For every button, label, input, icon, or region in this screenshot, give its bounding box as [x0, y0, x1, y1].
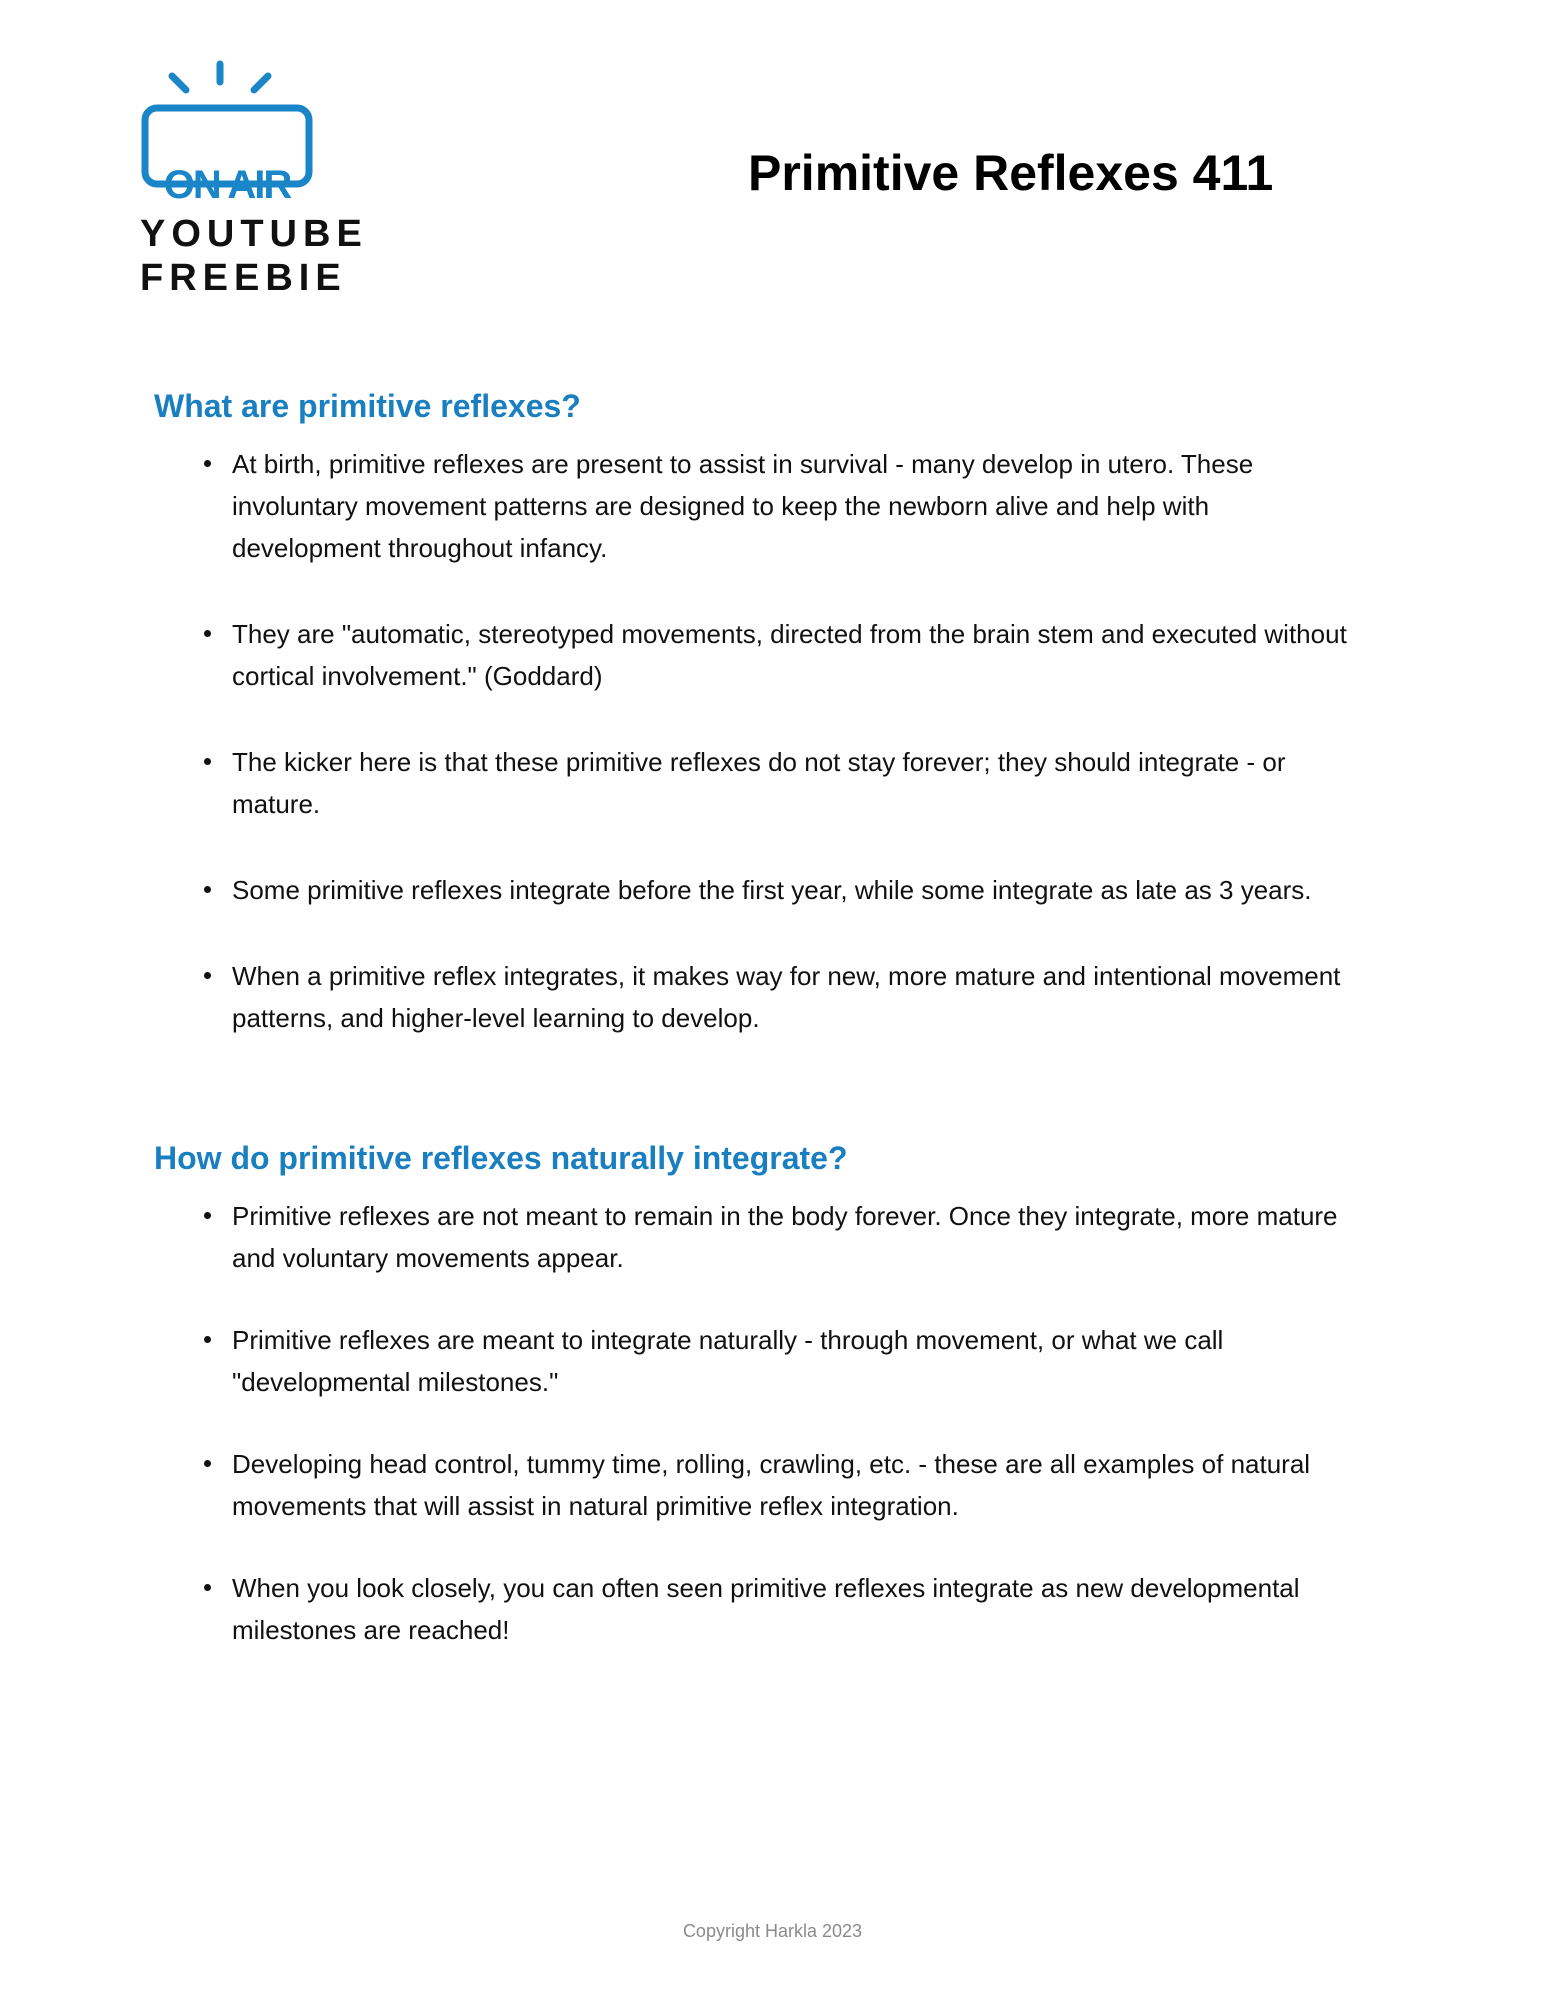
section-heading: What are primitive reflexes?	[154, 388, 581, 424]
section-heading: How do primitive reflexes naturally integrate?	[154, 1140, 848, 1176]
list-item-text: Primitive reflexes are meant to integrate naturally - through movement, or what we call "developmental milestones."	[232, 1325, 1224, 1397]
section-what-are-primitive-reflexes	[154, 390, 1354, 1083]
list-item-text: At birth, primitive reflexes are present to assist in survival - many develop in utero. These involuntary movement patterns are designed to keep the newborn alive and help with development throughout infancy.	[232, 449, 1254, 563]
list-item	[154, 741, 1354, 825]
bullet-list	[154, 443, 1354, 1039]
youtube-freebie-tagline	[140, 212, 368, 300]
bullet-list	[154, 1195, 1354, 1651]
list-item	[154, 955, 1354, 1039]
bullet-icon	[204, 460, 211, 467]
list-item-text: When you look closely, you can often seen primitive reflexes integrate as new developmental milestones are reached!	[232, 1573, 1300, 1645]
list-item-text: They are "automatic, stereotyped movements, directed from the brain stem and executed without cortical involvement." (Goddard)	[232, 619, 1347, 691]
list-item-text: Developing head control, tummy time, rolling, crawling, etc. - these are all examples of natural movements that will assist in natural primitive reflex integration.	[232, 1449, 1311, 1521]
tagline-line-1: YOUTUBE	[140, 213, 368, 255]
section-how-do-primitive-reflexes-integrate	[154, 1142, 1354, 1691]
bullet-icon	[204, 1212, 211, 1219]
list-item	[154, 869, 1362, 911]
list-item	[154, 1195, 1354, 1279]
page-title: Primitive Reflexes 411	[748, 145, 1274, 201]
bullet-icon	[204, 630, 211, 637]
list-item	[154, 1443, 1354, 1527]
list-item	[154, 443, 1354, 569]
bullet-icon	[204, 758, 211, 765]
list-item-text: Some primitive reflexes integrate before the first year, while some integrate as late as 3 years.	[232, 875, 1312, 905]
bullet-icon	[204, 1336, 211, 1343]
list-item-text: Primitive reflexes are not meant to remain in the body forever. Once they integrate, more mature and voluntary movements appear.	[232, 1201, 1338, 1273]
list-item	[154, 1319, 1354, 1403]
bullet-icon	[204, 1584, 211, 1591]
on-air-logo	[140, 60, 370, 310]
list-item	[154, 1567, 1354, 1651]
bullet-icon	[204, 1460, 211, 1467]
copyright-footer: Copyright Harkla 2023	[682, 1921, 863, 1941]
bullet-icon	[204, 972, 211, 979]
list-item-text: The kicker here is that these primitive reflexes do not stay forever; they should integrate - or mature.	[232, 747, 1286, 819]
on-air-badge-text: ON AIR	[163, 163, 291, 207]
bullet-icon	[204, 886, 211, 893]
tagline-line-2: FREEBIE	[140, 257, 347, 299]
list-item-text: When a primitive reflex integrates, it makes way for new, more mature and intentional movement patterns, and higher-level learning to develop.	[232, 961, 1341, 1033]
list-item	[154, 613, 1354, 697]
